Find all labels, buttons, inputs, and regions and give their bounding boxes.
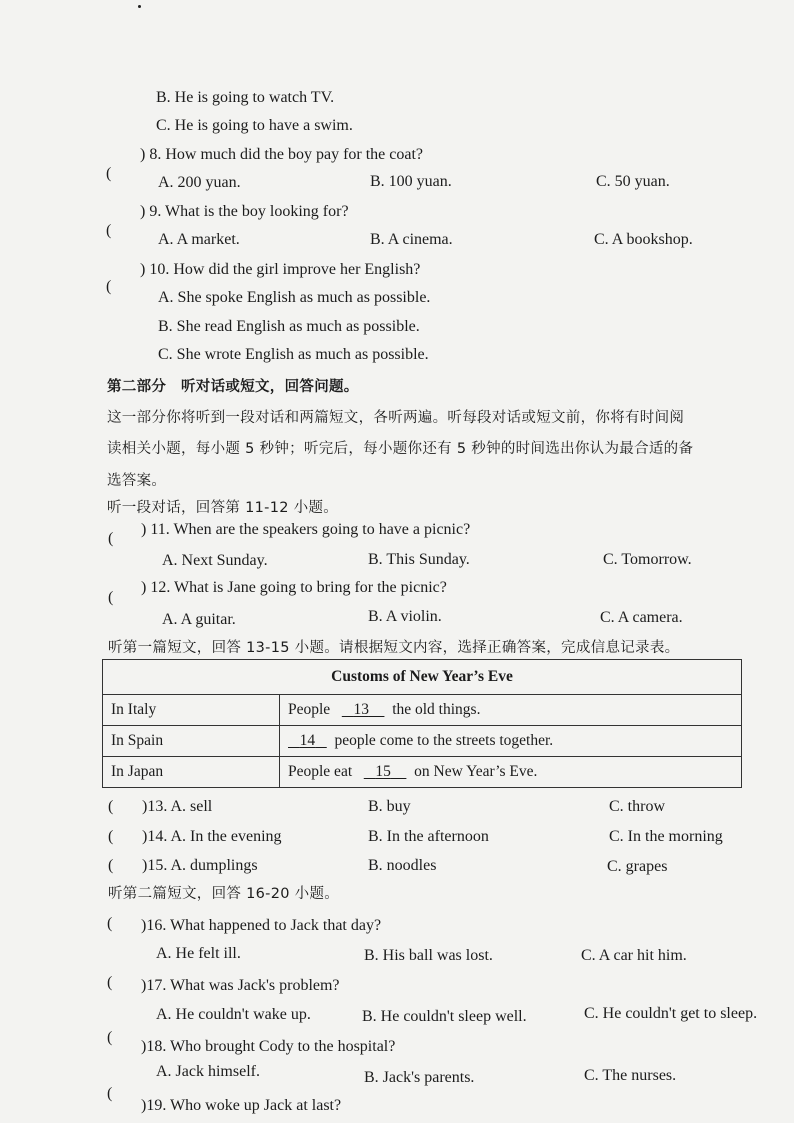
blank-15[interactable] [364, 763, 407, 781]
q16-option-b: B. His ball was lost. [364, 947, 493, 964]
dialogue-intro: 听一段对话，回答第 11-12 小题。 [107, 500, 339, 516]
speck-mark [138, 5, 141, 8]
q11-option-b: B. This Sunday. [368, 551, 470, 568]
q10-option-b: B. She read English as much as possible. [158, 318, 420, 335]
q17-option-b: B. He couldn't sleep well. [362, 1008, 527, 1025]
q13-option-c: C. throw [609, 798, 665, 815]
custom-cell [280, 757, 742, 788]
q11-question: ) 11. When are the speakers going to have a picnic? [141, 521, 471, 538]
q15-option-c: C. grapes [607, 858, 668, 875]
q9-option-a: A. A market. [158, 231, 240, 248]
q10-option-c: C. She wrote English as much as possible. [158, 346, 429, 363]
blank-number: 15 [375, 763, 391, 780]
q17-option-c: C. He couldn't get to sleep. [584, 1005, 758, 1022]
country-cell: In Italy [103, 695, 280, 726]
q9-option-c: C. A bookshop. [594, 231, 693, 248]
q15-question: )15. A. dumplings [142, 857, 258, 874]
blank-number: 14 [299, 732, 316, 749]
custom-text-pre: People [288, 701, 331, 718]
q17-answer-paren[interactable]: ( [107, 974, 113, 991]
section2-instructions-line3: 选答案。 [107, 473, 167, 489]
section2-instructions-line2: 读相关小题，每小题 5 秒钟；听完后，每小题你还有 5 秒钟的时间选出你认为最合适的备 [107, 441, 694, 457]
table-row [103, 726, 742, 757]
custom-text-pre: People eat [288, 763, 353, 780]
q16-option-c: C. A car hit him. [581, 947, 687, 964]
q11-option-a: A. Next Sunday. [162, 552, 268, 569]
customs-table [102, 659, 742, 788]
passage2-intro: 听第二篇短文，回答 16-20 小题。 [108, 886, 340, 902]
q10-answer-paren[interactable]: ( [106, 278, 112, 295]
q16-option-a: A. He felt ill. [156, 945, 241, 962]
custom-text-post: on New Year’s Eve. [414, 763, 538, 780]
q9-answer-paren[interactable]: ( [106, 222, 112, 239]
q18-answer-paren[interactable]: ( [107, 1029, 113, 1046]
q11-answer-paren[interactable]: ( [108, 530, 114, 547]
q14-option-b: B. In the afternoon [368, 828, 489, 845]
q12-answer-paren[interactable]: ( [108, 589, 114, 606]
q9-question: ) 9. What is the boy looking for? [140, 203, 349, 220]
q14-option-c: C. In the morning [609, 828, 723, 845]
q8-option-b: B. 100 yuan. [370, 173, 452, 190]
q10-question: ) 10. How did the girl improve her English? [140, 261, 421, 278]
q10-option-a: A. She spoke English as much as possible. [158, 289, 431, 306]
country-cell: In Spain [103, 726, 280, 757]
q7-option-b: B. He is going to watch TV. [156, 89, 335, 106]
blank-14[interactable] [288, 732, 327, 750]
q15-answer-paren[interactable]: ( [108, 857, 114, 874]
q12-option-c: C. A camera. [600, 609, 683, 626]
q11-option-c: C. Tomorrow. [603, 551, 692, 568]
q8-option-c: C. 50 yuan. [596, 173, 670, 190]
q12-option-a: A. A guitar. [162, 611, 236, 628]
q8-question: ) 8. How much did the boy pay for the coat? [140, 146, 424, 163]
q14-question: )14. A. In the evening [142, 828, 282, 845]
table-row [103, 757, 742, 788]
custom-text-post: the old things. [392, 701, 481, 718]
q8-option-a: A. 200 yuan. [158, 174, 241, 191]
passage1-intro: 听第一篇短文，回答 13-15 小题。请根据短文内容，选择正确答案，完成信息记录表。 [108, 640, 680, 656]
q13-answer-paren[interactable]: ( [108, 798, 114, 815]
q19-answer-paren[interactable]: ( [107, 1085, 113, 1102]
custom-cell [280, 726, 742, 757]
q14-answer-paren[interactable]: ( [108, 828, 114, 845]
country-cell: In Japan [103, 757, 280, 788]
custom-cell [280, 695, 742, 726]
blank-number: 13 [353, 701, 369, 718]
customs-table-title: Customs of New Year’s Eve [103, 660, 742, 695]
blank-13[interactable] [342, 701, 385, 719]
q13-option-b: B. buy [368, 798, 411, 815]
q16-answer-paren[interactable]: ( [107, 915, 113, 932]
q12-option-b: B. A violin. [368, 608, 442, 625]
q12-question: ) 12. What is Jane going to bring for the picnic? [141, 579, 447, 596]
q15-option-b: B. noodles [368, 857, 437, 874]
q17-option-a: A. He couldn't wake up. [156, 1006, 311, 1023]
q8-answer-paren[interactable]: ( [106, 165, 112, 182]
q17-question: )17. What was Jack's problem? [141, 977, 340, 994]
table-row [103, 695, 742, 726]
q16-question: )16. What happened to Jack that day? [141, 917, 382, 934]
section2-instructions-line1: 这一部分你将听到一段对话和两篇短文，各听两遍。听每段对话或短文前，你将有时间阅 [107, 410, 685, 426]
custom-text-post: people come to the streets together. [334, 732, 554, 749]
q7-option-c: C. He is going to have a swim. [156, 117, 353, 134]
q18-option-c: C. The nurses. [584, 1067, 677, 1084]
q19-question: )19. Who woke up Jack at last? [141, 1097, 342, 1114]
q18-question: )18. Who brought Cody to the hospital? [141, 1038, 396, 1055]
q18-option-b: B. Jack's parents. [364, 1069, 475, 1086]
section2-heading: 第二部分 听对话或短文，回答问题。 [107, 379, 359, 395]
q9-option-b: B. A cinema. [370, 231, 453, 248]
q18-option-a: A. Jack himself. [156, 1063, 260, 1080]
q13-question: )13. A. sell [142, 798, 213, 815]
